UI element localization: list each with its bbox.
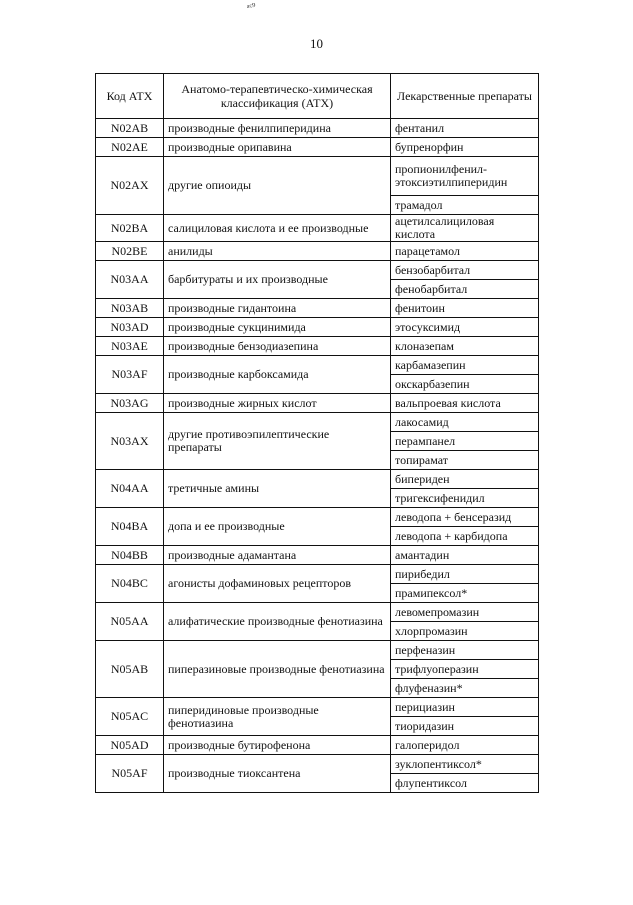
- atc-group-cell: другие опиоиды: [164, 157, 391, 215]
- table-row: [96, 138, 539, 157]
- table-row: [96, 318, 539, 337]
- atc-group-cell: другие противоэпилептические препараты: [164, 413, 391, 470]
- atc-code-cell: N02AE: [96, 138, 164, 157]
- atc-code-cell: N05AF: [96, 755, 164, 793]
- atc-group-cell: производные бутирофенона: [164, 736, 391, 755]
- page-mark: ᵃᶜ⁹: [246, 1, 257, 14]
- table-row: [96, 356, 539, 375]
- drug-cell: вальпроевая кислота: [391, 394, 539, 413]
- table-header-row: [96, 74, 539, 119]
- atc-group-cell: производные гидантоина: [164, 299, 391, 318]
- drug-cell: парацетамол: [391, 242, 539, 261]
- drug-cell: этосуксимид: [391, 318, 539, 337]
- drug-cell: перампанел: [391, 432, 539, 451]
- drug-cell: леводопа + карбидопа: [391, 527, 539, 546]
- drug-cell: перфеназин: [391, 641, 539, 660]
- atc-code-cell: N04AA: [96, 470, 164, 508]
- drug-cell: флупентиксол: [391, 774, 539, 793]
- drug-cell: ацетилсалициловая кислота: [391, 215, 539, 242]
- table-row: [96, 157, 539, 196]
- atc-code-cell: N02BE: [96, 242, 164, 261]
- drug-cell: бупренорфин: [391, 138, 539, 157]
- atc-group-cell: салициловая кислота и ее производные: [164, 215, 391, 242]
- table-row: [96, 413, 539, 432]
- atc-group-cell: производные карбоксамида: [164, 356, 391, 394]
- drug-cell: зуклопентиксол*: [391, 755, 539, 774]
- table-row: [96, 470, 539, 489]
- drug-cell: перициазин: [391, 698, 539, 717]
- atc-group-cell: алифатические производные фенотиазина: [164, 603, 391, 641]
- drug-cell: левомепромазин: [391, 603, 539, 622]
- atc-code-cell: N03AD: [96, 318, 164, 337]
- table-row: [96, 119, 539, 138]
- atc-code-cell: N05AC: [96, 698, 164, 736]
- atc-code-cell: N03AE: [96, 337, 164, 356]
- atc-group-cell: производные жирных кислот: [164, 394, 391, 413]
- drug-cell: фенобарбитал: [391, 280, 539, 299]
- drug-cell: галоперидол: [391, 736, 539, 755]
- atc-group-cell: пиперидиновые производные фенотиазина: [164, 698, 391, 736]
- drug-cell: бензобарбитал: [391, 261, 539, 280]
- table-row: [96, 299, 539, 318]
- atc-group-cell: производные орипавина: [164, 138, 391, 157]
- drug-cell: прамипексол*: [391, 584, 539, 603]
- page-number: 10: [310, 36, 323, 51]
- table-row: [96, 546, 539, 565]
- atc-group-cell: производные тиоксантена: [164, 755, 391, 793]
- drug-cell: леводопа + бенсеразид: [391, 508, 539, 527]
- atc-group-cell: агонисты дофаминовых рецепторов: [164, 565, 391, 603]
- atc-code-cell: N03AF: [96, 356, 164, 394]
- atc-code-cell: N03AB: [96, 299, 164, 318]
- atc-drug-table: [95, 73, 539, 793]
- atc-code-cell: N04BC: [96, 565, 164, 603]
- table-row: [96, 603, 539, 622]
- table-row: [96, 261, 539, 280]
- drug-cell: фенитоин: [391, 299, 539, 318]
- header-drugs: Лекарственные препараты: [391, 74, 539, 119]
- drug-cell: трифлуоперазин: [391, 660, 539, 679]
- drug-cell: тригексифенидил: [391, 489, 539, 508]
- atc-code-cell: N04BA: [96, 508, 164, 546]
- drug-cell: карбамазепин: [391, 356, 539, 375]
- table-row: [96, 215, 539, 242]
- atc-code-cell: N04BB: [96, 546, 164, 565]
- atc-code-cell: N05AB: [96, 641, 164, 698]
- drug-cell: фентанил: [391, 119, 539, 138]
- drug-cell: топирамат: [391, 451, 539, 470]
- drug-cell: пирибедил: [391, 565, 539, 584]
- drug-cell: клоназепам: [391, 337, 539, 356]
- table-row: [96, 337, 539, 356]
- drug-cell: бипериден: [391, 470, 539, 489]
- atc-group-cell: пиперазиновые производные фенотиазина: [164, 641, 391, 698]
- atc-group-cell: производные бензодиазепина: [164, 337, 391, 356]
- drug-cell: пропионилфенил-этоксиэтилпиперидин: [391, 157, 539, 196]
- atc-group-cell: допа и ее производные: [164, 508, 391, 546]
- atc-code-cell: N02AX: [96, 157, 164, 215]
- table-row: [96, 242, 539, 261]
- atc-code-cell: N02BA: [96, 215, 164, 242]
- table-body: [96, 119, 539, 793]
- drug-cell: хлорпромазин: [391, 622, 539, 641]
- atc-group-cell: третичные амины: [164, 470, 391, 508]
- atc-group-cell: барбитураты и их производные: [164, 261, 391, 299]
- table-row: [96, 641, 539, 660]
- table-row: [96, 508, 539, 527]
- atc-code-cell: N05AD: [96, 736, 164, 755]
- atc-group-cell: производные сукцинимида: [164, 318, 391, 337]
- atc-group-cell: анилиды: [164, 242, 391, 261]
- drug-cell: амантадин: [391, 546, 539, 565]
- drug-cell: тиоридазин: [391, 717, 539, 736]
- atc-code-cell: N03AX: [96, 413, 164, 470]
- header-code: Код АТХ: [96, 74, 164, 119]
- table-row: [96, 565, 539, 584]
- table-row: [96, 394, 539, 413]
- atc-code-cell: N03AA: [96, 261, 164, 299]
- header-classification: Анатомо-терапевтическо-химическая классификация (АТХ): [164, 74, 391, 119]
- table-row: [96, 698, 539, 717]
- atc-code-cell: N05AA: [96, 603, 164, 641]
- drug-cell: флуфеназин*: [391, 679, 539, 698]
- atc-group-cell: производные адамантана: [164, 546, 391, 565]
- atc-code-cell: N02AB: [96, 119, 164, 138]
- atc-code-cell: N03AG: [96, 394, 164, 413]
- drug-cell: трамадол: [391, 196, 539, 215]
- atc-group-cell: производные фенилпиперидина: [164, 119, 391, 138]
- drug-cell: окскарбазепин: [391, 375, 539, 394]
- table-row: [96, 755, 539, 774]
- drug-cell: лакосамид: [391, 413, 539, 432]
- table-row: [96, 736, 539, 755]
